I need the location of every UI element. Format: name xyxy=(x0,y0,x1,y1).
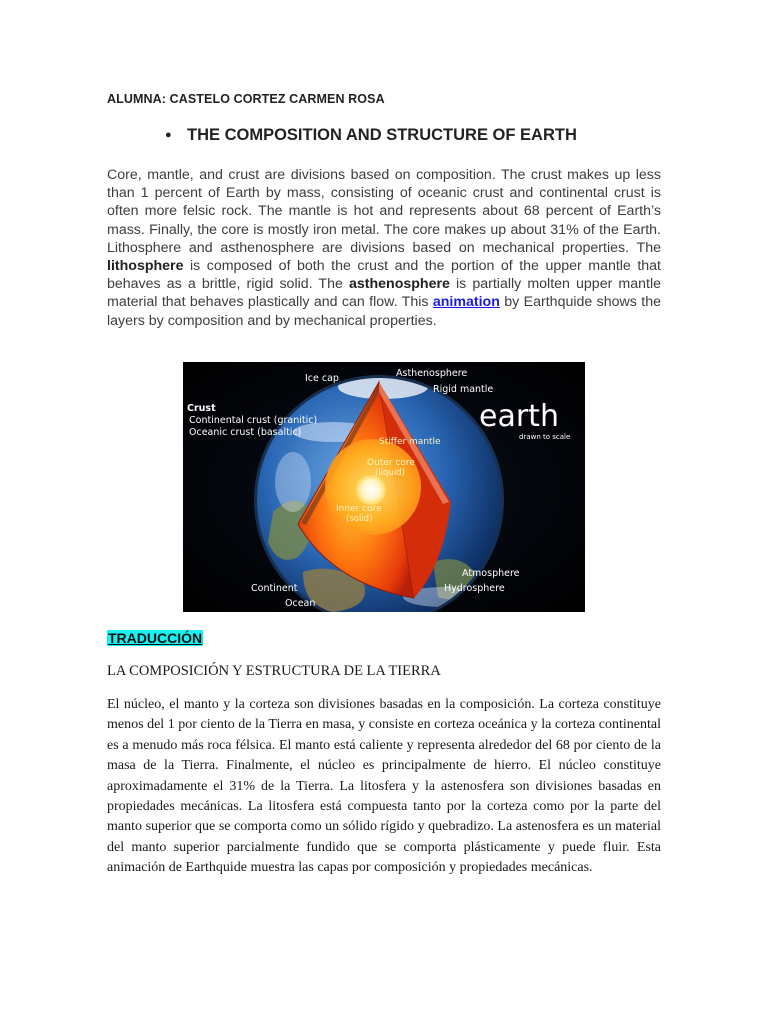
heading-text: THE COMPOSITION AND STRUCTURE OF EARTH xyxy=(187,126,577,144)
earth-layers-figure xyxy=(183,362,585,612)
earth-diagram xyxy=(183,362,585,612)
spanish-paragraph: El núcleo, el manto y la corteza son divisiones basadas en la composición. La corteza constituye menos del 1 por ciento de la Tierra en masa, y consiste en corteza oceánica y la corteza continental es a menudo más roca félsica. El manto está caliente y representa alrededor del 68 por ciento de la masa de la Tierra. Finalmente, el núcleo es principalmente de hierro. El núcleo constituye aproximadamente el 31% de la Tierra. La litosfera y la astenosfera son divisiones basadas en propiedades mecánicas. La litosfera está compuesta tanto por la corteza como por la parte del manto superior que se comporta como un sólido rígido y quebradizo. La astenosfera es un material del manto superior parcialmente fundido que se comporta plásticamente y puede fluir. Esta animación de Earthquide muestra las capas por composición y propiedades mecánicas. xyxy=(107,697,661,876)
label-ocean: Ocean xyxy=(285,598,316,609)
label-continental-crust: Continental crust (granitic) xyxy=(189,415,318,426)
english-text-4: by Earthquide shows the layers by composition and by mechanical properties. xyxy=(107,294,661,329)
label-hydrosphere: Hydrosphere xyxy=(444,583,505,594)
label-outer-core: Outer core xyxy=(367,458,415,468)
translation-label: TRADUCCIÓN xyxy=(108,630,203,646)
label-liquid: (liquid) xyxy=(375,468,405,478)
english-paragraph xyxy=(107,166,661,330)
animation-link[interactable]: animation xyxy=(432,294,500,311)
label-stiffer-mantle: Stiffer mantle xyxy=(379,437,441,447)
inner-core xyxy=(356,475,386,505)
bullet-icon: ● xyxy=(165,129,172,141)
document-heading xyxy=(165,126,577,145)
english-text-3: is partially molten upper mantle material that behaves plastically and can flow. This xyxy=(107,276,661,311)
label-solid: (solid) xyxy=(346,514,373,524)
label-inner-core: Inner core xyxy=(336,504,382,514)
english-text-1: Core, mantle, and crust are divisions based on composition. The crust makes up less than 1 percent of Earth by mass, consisting of oceanic crust and continental crust is often more felsic rock. The mantle is hot and represents about 68 percent of Earth’s mass. Finally, the core is mostly iron metal. The core makes up about 31% of the Earth. Lithosphere and asthenosphere are divisions based on mechanical properties. The xyxy=(107,167,661,256)
label-earth: earth xyxy=(479,399,559,434)
term-asthenosphere: asthenosphere xyxy=(348,276,450,293)
english-text-2: is composed of both the crust and the portion of the upper mantle that behaves as a brittle, rigid solid. The xyxy=(107,258,661,293)
label-continent: Continent xyxy=(251,583,298,594)
label-ice-cap: Ice cap xyxy=(305,373,339,384)
label-asthenosphere: Asthenosphere xyxy=(396,368,468,379)
label-crust: Crust xyxy=(187,403,216,414)
label-oceanic-crust: Oceanic crust (basaltic) xyxy=(189,427,302,438)
student-name: ALUMNA: CASTELO CORTEZ CARMEN ROSA xyxy=(107,92,385,106)
label-rigid-mantle: Rigid mantle xyxy=(433,384,494,395)
spanish-title: LA COMPOSICIÓN Y ESTRUCTURA DE LA TIERRA xyxy=(107,663,441,679)
label-drawn-to-scale: drawn to scale xyxy=(519,433,571,441)
label-atmosphere: Atmosphere xyxy=(462,568,520,579)
term-lithosphere: lithosphere xyxy=(107,258,184,275)
